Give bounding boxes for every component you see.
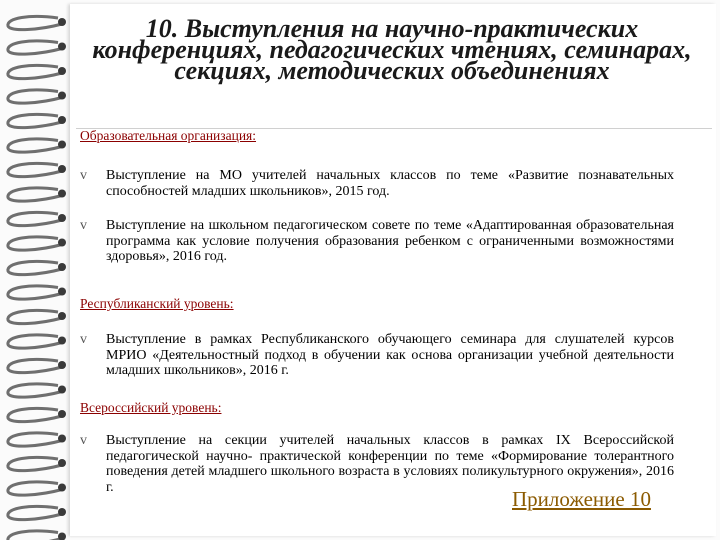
list-item	[80, 433, 674, 495]
spiral-coil	[8, 506, 62, 519]
spiral-coil	[8, 384, 62, 397]
binding-hole	[58, 18, 66, 26]
spiral-coil	[8, 261, 62, 274]
binding-hole	[58, 435, 66, 443]
binding-hole	[58, 67, 66, 75]
spiral-coil	[8, 457, 62, 470]
binding-hole	[58, 141, 66, 149]
section-heading-republic: Республиканский уровень:	[80, 296, 234, 311]
spiral-coil	[8, 237, 62, 250]
binding-hole	[58, 288, 66, 296]
binding-hole	[58, 533, 66, 540]
spiral-coil	[8, 90, 62, 103]
spiral-coil	[8, 335, 62, 348]
binding-hole	[58, 410, 66, 418]
binding-hole	[58, 386, 66, 394]
binding-hole	[58, 165, 66, 173]
spiral-coil	[8, 139, 62, 152]
list-item-text: Выступление на МО учителей начальных классов по теме «Развитие познавательных способностей младших школьников», 2015 год.	[106, 168, 674, 199]
spiral-binding	[0, 0, 80, 540]
spiral-coil	[8, 408, 62, 421]
appendix-link[interactable]: Приложение 10	[512, 487, 651, 511]
binding-hole	[58, 508, 66, 516]
spiral-coil	[8, 188, 62, 201]
page-title: 10. Выступления на научно-практических конференциях, педагогических чтениях, семинарах, секциях, методических объединениях	[92, 14, 692, 85]
binding-hole	[58, 484, 66, 492]
section-heading-organization: Образовательная организация:	[80, 128, 257, 143]
bullet-icon: v	[80, 168, 87, 183]
spiral-coil	[8, 433, 62, 446]
binding-hole	[58, 361, 66, 369]
binding-hole	[58, 459, 66, 467]
list-item-text: Выступление на школьном педагогическом совете по теме «Адаптированная образовательная программа как условие получения образования ребенком с ограниченными возможностями здоровья», 2016 год.	[106, 218, 674, 264]
spiral-coil	[8, 41, 62, 54]
bullet-icon: v	[80, 218, 87, 233]
spiral-coil	[8, 531, 62, 540]
spiral-coil	[8, 310, 62, 323]
list-item	[80, 332, 674, 379]
list-item	[80, 218, 674, 265]
bullet-icon: v	[80, 433, 87, 448]
binding-hole	[58, 190, 66, 198]
binding-hole	[58, 337, 66, 345]
list-item-text: Выступление на секции учителей начальных классов в рамках IX Всероссийской педагогической научно- практической конференции по теме «Формирование толерантного поведения детей младшего школьного возраста в условиях поликультурного окружения», 2016 г.	[106, 433, 674, 495]
spiral-coil	[8, 16, 62, 29]
binding-hole	[58, 312, 66, 320]
binding-hole	[58, 239, 66, 247]
binding-hole	[58, 116, 66, 124]
list-item-text: Выступление в рамках Республиканского обучающего семинара для слушателей курсов МРИО «Деятельностный подход в обучении как основа организации учебной деятельности младших школьников», 2016 г.	[106, 332, 674, 378]
bullet-icon: v	[80, 332, 87, 347]
spiral-coil	[8, 163, 62, 176]
binding-hole	[58, 214, 66, 222]
section-heading-russia: Всероссийский уровень:	[80, 400, 222, 415]
binding-hole	[58, 43, 66, 51]
spiral-coil	[8, 212, 62, 225]
spiral-coil	[8, 482, 62, 495]
binding-hole	[58, 263, 66, 271]
binding-hole	[58, 92, 66, 100]
list-item	[80, 168, 674, 199]
spiral-coil	[8, 286, 62, 299]
spiral-coil	[8, 359, 62, 372]
spiral-coil	[8, 65, 62, 78]
spiral-coil	[8, 114, 62, 127]
